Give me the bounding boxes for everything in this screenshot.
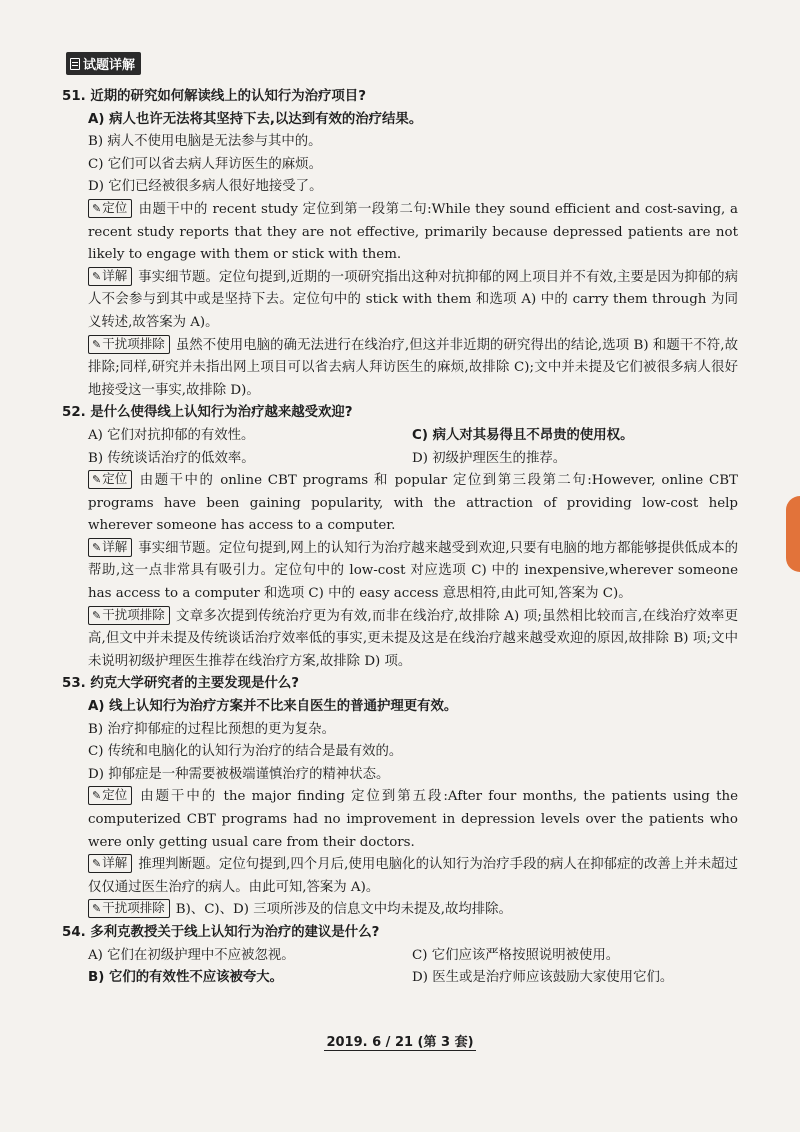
explain-tag: ✎详解 xyxy=(88,538,132,557)
option-b: B) 治疗抑郁症的过程比预想的更为复杂。 xyxy=(88,721,335,737)
locate-paragraph: ✎定位 由题干中的 online CBT programs 和 popular 定位到第三段第二句:However, online CBT programs have been gaining popularity, with the attraction of providing low-cost help wherever someone has access to a computer. xyxy=(88,471,738,534)
content xyxy=(62,86,738,990)
option-d: D) 抑郁症是一种需要被极端谨慎治疗的精神状态。 xyxy=(88,766,390,782)
option-d: D) 它们已经被很多病人很好地接受了。 xyxy=(88,179,323,195)
option-c: C) 传统和电脑化的认知行为治疗的结合是最有效的。 xyxy=(88,744,403,760)
option-c: C) 病人对其易得且不昂贵的使用权。 xyxy=(412,427,634,443)
locate-tag: ✎定位 xyxy=(88,199,132,218)
pen-icon: ✎ xyxy=(92,540,102,554)
pen-icon: ✎ xyxy=(92,789,102,803)
section-tag xyxy=(66,52,141,75)
question-title: 52. 是什么使得线上认知行为治疗越来越受欢迎? xyxy=(62,405,353,421)
option-a: A) 它们对抗抑郁的有效性。 xyxy=(88,427,255,443)
options xyxy=(62,109,738,199)
option-d: D) 医生或是治疗师应该鼓励大家使用它们。 xyxy=(412,970,674,986)
option-a: A) 病人也许无法将其坚持下去,以达到有效的治疗结果。 xyxy=(88,111,423,127)
options xyxy=(62,696,738,786)
question-title: 53. 约克大学研究者的主要发现是什么? xyxy=(62,676,300,692)
explain-paragraph: ✎详解 推理判断题。定位句提到,四个月后,使用电脑化的认知行为治疗手段的病人在抑郁症的改善上并未超过仅仅通过医生治疗的病人。由此可知,答案为 A)。 xyxy=(88,855,738,895)
pen-icon: ✎ xyxy=(92,608,102,622)
option-a: A) 它们在初级护理中不应被忽视。 xyxy=(88,947,295,963)
page-footer xyxy=(0,1031,800,1050)
question-54 xyxy=(62,922,738,990)
question-title: 51. 近期的研究如何解读线上的认知行为治疗项目? xyxy=(62,89,366,104)
option-d: D) 初级护理医生的推荐。 xyxy=(412,450,567,466)
footer-text: 2019. 6 / 21 (第 3 套) xyxy=(326,1035,474,1050)
locate-tag: ✎定位 xyxy=(88,470,132,489)
locate-paragraph: ✎定位 由题干中的 the major finding 定位到第五段:After four months, the patients using the computerized CBT programs had no improvement in depression levels over the patients who were only getting usual care from their doctors. xyxy=(88,787,738,850)
section-tag-label: 试题详解 xyxy=(83,58,136,73)
document-icon xyxy=(70,58,80,70)
explain-tag: ✎详解 xyxy=(88,267,132,286)
question-53 xyxy=(62,673,738,922)
question-title: 54. 多利克教授关于线上认知行为治疗的建议是什么? xyxy=(62,924,380,940)
options xyxy=(62,425,738,470)
explain-paragraph: ✎详解 事实细节题。定位句提到,网上的认知行为治疗越来越受到欢迎,只要有电脑的地方都能够提供低成本的帮助,这一点非常具有吸引力。定位句中的 low-cost 对应选项 C) 中的 inexpensive,wherever someone has access to a computer 和选项 C) 中的 easy access 意思相符,由此可知,答案为 C)。 xyxy=(88,538,738,602)
distractor-paragraph: ✎干扰项排除 B)、C)、D) 三项所涉及的信息文中均未提及,故均排除。 xyxy=(62,899,738,922)
distractor-paragraph: ✎干扰项排除 虽然不使用电脑的确无法进行在线治疗,但这并非近期的研究得出的结论,选项 B) 和题干不符,故排除;同样,研究并未指出网上项目可以省去病人拜访医生的麻烦,故排除 C);文中并未提及它们被很多病人很好地接受这一事实,故排除 D)。 xyxy=(88,335,738,398)
pen-icon: ✎ xyxy=(92,337,102,351)
pen-icon: ✎ xyxy=(92,902,102,916)
option-b: B) 病人不使用电脑是无法参与其中的。 xyxy=(88,134,322,150)
pen-icon: ✎ xyxy=(92,473,102,487)
pen-icon: ✎ xyxy=(92,269,102,283)
distractor-tag: ✎干扰项排除 xyxy=(88,899,170,918)
distractor-tag: ✎干扰项排除 xyxy=(88,606,170,625)
explain-paragraph: ✎详解 事实细节题。定位句提到,近期的一项研究指出这种对抗抑郁的网上项目并不有效,主要是因为抑郁的病人不会参与到其中或是坚持下去。定位句中的 stick with them 和选项 A) 中的 carry them through 为同义转述,故答案为 A)。 xyxy=(88,267,738,330)
distractor-paragraph: ✎干扰项排除 文章多次提到传统治疗更为有效,而非在线治疗,故排除 A) 项;虽然相比较而言,在线治疗效率更高,但文中并未提及传统谈话治疗效率低的事实,更未提及这是在线治疗越来越受欢迎的原因,故排除 B) 项;文中未说明初级护理医生推荐在线治疗方案,故排除 D) 项。 xyxy=(88,606,738,669)
pen-icon: ✎ xyxy=(92,201,102,215)
options xyxy=(62,945,738,990)
question-51 xyxy=(62,86,738,402)
explain-tag: ✎详解 xyxy=(88,854,132,873)
option-b: B) 它们的有效性不应该被夸大。 xyxy=(88,970,284,986)
locate-paragraph: ✎定位 由题干中的 recent study 定位到第一段第二句:While they sound efficient and cost-saving, a recent study reports that they are not effective, primarily because depressed patients are not likely to engage with them or stick with them. xyxy=(88,199,738,263)
edge-tab xyxy=(786,496,800,572)
distractor-tag: ✎干扰项排除 xyxy=(88,335,170,354)
option-b: B) 传统谈话治疗的低效率。 xyxy=(88,450,255,466)
locate-tag: ✎定位 xyxy=(88,786,132,805)
pen-icon: ✎ xyxy=(92,857,102,871)
question-52 xyxy=(62,402,738,673)
option-c: C) 它们应该严格按照说明被使用。 xyxy=(412,947,620,963)
option-a: A) 线上认知行为治疗方案并不比来自医生的普通护理更有效。 xyxy=(88,699,458,715)
option-c: C) 它们可以省去病人拜访医生的麻烦。 xyxy=(88,156,322,172)
